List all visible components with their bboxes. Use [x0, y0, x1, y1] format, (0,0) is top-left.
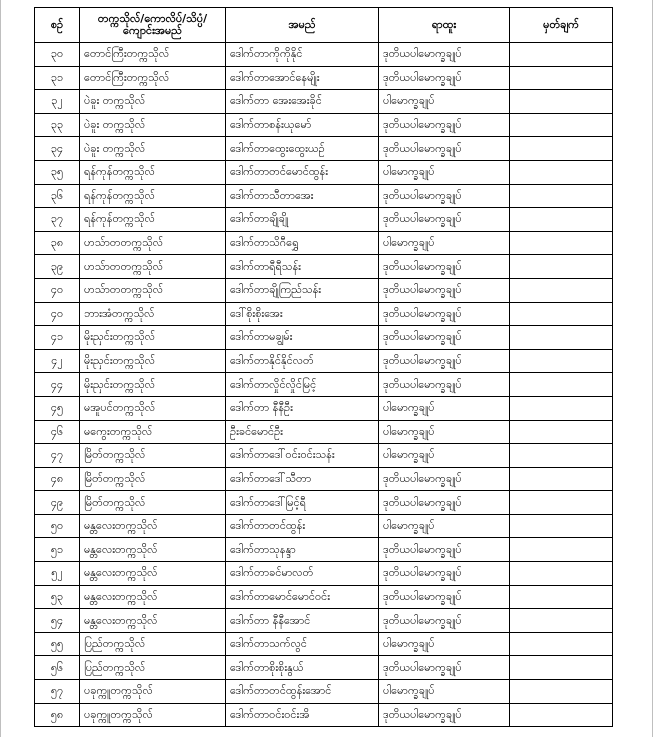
- row-name: ဒေါက်တာတင်ထွန်း: [226, 514, 379, 538]
- row-number: ၃၅: [35, 160, 80, 184]
- row-school: တောင်ကြီးတက္ကသိုလ်: [80, 66, 226, 90]
- row-school: မန္တလေးတက္ကသိုလ်: [80, 538, 226, 562]
- row-number: ၅၈: [35, 703, 80, 727]
- row-school: ပခုက္ကူတက္ကသိုလ်: [80, 703, 226, 727]
- row-remark: [510, 444, 613, 468]
- row-name: ဦးခင်မောင်ဦး: [226, 420, 379, 444]
- header-no: စဉ်: [35, 8, 80, 43]
- row-number: ၃၇: [35, 208, 80, 232]
- staff-list-sheet: [34, 7, 612, 727]
- row-number: ၅၂: [35, 562, 80, 586]
- row-position: ဒုတိယပါမောက္ခချုပ်: [379, 184, 510, 208]
- row-school: ရန်ကုန်တက္ကသိုလ်: [80, 160, 226, 184]
- row-name: ဒေါက်တာဝင်းဝင်းအိ: [226, 703, 379, 727]
- row-school: မန္တလေးတက္ကသိုလ်: [80, 514, 226, 538]
- row-remark: [510, 43, 613, 67]
- table-row: [35, 420, 613, 444]
- staff-table: [34, 7, 613, 727]
- table-row: [35, 66, 613, 90]
- row-position: ဒုတိယပါမောက္ခချုပ်: [379, 43, 510, 67]
- row-name: ဒေါက်တာ နီနီဦး: [226, 396, 379, 420]
- row-school: ဟသ်ာတတက္ကသိုလ်: [80, 278, 226, 302]
- header-name: အမည်: [226, 8, 379, 43]
- table-body: [35, 43, 613, 727]
- header-school: တက္ကသိုလ်/ကောလိပ်/သိပ္ပံ/ ကျောင်းအမည်: [80, 8, 226, 43]
- row-school: ရန်ကုန်တက္ကသိုလ်: [80, 184, 226, 208]
- table-row: [35, 208, 613, 232]
- row-number: ၄၁: [35, 326, 80, 350]
- row-remark: [510, 208, 613, 232]
- row-remark: [510, 278, 613, 302]
- table-row: [35, 609, 613, 633]
- row-school: မြိတ်တက္ကသိုလ်: [80, 491, 226, 515]
- row-school: မန္တလေးတက္ကသိုလ်: [80, 562, 226, 586]
- table-row: [35, 113, 613, 137]
- row-name: ဒေါက်တာနိုင်နိုင်လတ်: [226, 349, 379, 373]
- row-position: ဒုတိယပါမောက္ခချုပ်: [379, 585, 510, 609]
- row-school: တောင်ကြီးတက္ကသိုလ်: [80, 43, 226, 67]
- row-name: ဒေါက်တာချိုချို: [226, 208, 379, 232]
- row-name: ဒေါက်တာ အေးအေးခိုင်: [226, 90, 379, 114]
- row-number: ၃၄: [35, 137, 80, 161]
- table-row: [35, 137, 613, 161]
- row-remark: [510, 538, 613, 562]
- row-position: ပါမောက္ခချုပ်: [379, 231, 510, 255]
- row-number: ၅၃: [35, 585, 80, 609]
- row-name: ဒေါက်တာခင်မာလတ်: [226, 562, 379, 586]
- row-school: မအူပင်တက္ကသိုလ်: [80, 396, 226, 420]
- row-position: ပါမောက္ခချုပ်: [379, 444, 510, 468]
- table-row: [35, 160, 613, 184]
- row-number: ၄၀: [35, 278, 80, 302]
- row-number: ၄၉: [35, 491, 80, 515]
- row-position: ပါမောက္ခချုပ်: [379, 632, 510, 656]
- table-row: [35, 632, 613, 656]
- row-name: ဒေါက်တာသီတာအေး: [226, 184, 379, 208]
- row-position: ဒုတိယပါမောက္ခချုပ်: [379, 562, 510, 586]
- row-number: ၃၈: [35, 231, 80, 255]
- row-position: ဒုတိယပါမောက္ခချုပ်: [379, 66, 510, 90]
- row-name: ဒေါက်တာလှိုင်လှိုင်မြင့်: [226, 373, 379, 397]
- row-position: ဒုတိယပါမောက္ခချုပ်: [379, 703, 510, 727]
- row-name: ဒေါက်တာစန်းယုမော်: [226, 113, 379, 137]
- row-position: ဒုတိယပါမောက္ခချုပ်: [379, 137, 510, 161]
- row-name: ဒေါက်တာကိုကိုနိုင်: [226, 43, 379, 67]
- row-position: ပါမောက္ခချုပ်: [379, 396, 510, 420]
- row-number: ၃၉: [35, 255, 80, 279]
- row-number: ၃၁: [35, 66, 80, 90]
- header-row: [35, 8, 613, 43]
- row-number: ၄၅: [35, 396, 80, 420]
- row-number: ၃၆: [35, 184, 80, 208]
- row-remark: [510, 585, 613, 609]
- row-remark: [510, 113, 613, 137]
- row-remark: [510, 373, 613, 397]
- row-name: ဒေါက်တာအောင်နေမျိုး: [226, 66, 379, 90]
- row-name: ဒေါက်တာတင်ထွန်းအောင်: [226, 680, 379, 704]
- row-name: ဒေါက်တာ နီနီအောင်: [226, 609, 379, 633]
- table-row: [35, 278, 613, 302]
- row-position: ဒုတိယပါမောက္ခချုပ်: [379, 278, 510, 302]
- row-school: ပခုက္ကူတက္ကသိုလ်: [80, 680, 226, 704]
- row-name: ဒေါက်တာတင်မောင်ထွန်း: [226, 160, 379, 184]
- table-row: [35, 231, 613, 255]
- table-row: [35, 444, 613, 468]
- table-row: [35, 680, 613, 704]
- row-number: ၅၇: [35, 680, 80, 704]
- row-position: ဒုတိယပါမောက္ခချုပ်: [379, 113, 510, 137]
- row-school: ဟသ်ာတတက္ကသိုလ်: [80, 231, 226, 255]
- row-number: ၅၀: [35, 514, 80, 538]
- row-number: ၅၄: [35, 609, 80, 633]
- row-position: ပါမောက္ခချုပ်: [379, 680, 510, 704]
- row-school: မန္တလေးတက္ကသိုလ်: [80, 585, 226, 609]
- row-number: ၅၁: [35, 538, 80, 562]
- row-number: ၅၆: [35, 656, 80, 680]
- row-position: ဒုတိယပါမောက္ခချုပ်: [379, 373, 510, 397]
- table-row: [35, 656, 613, 680]
- row-number: ၃၂: [35, 90, 80, 114]
- row-number: ၅၅: [35, 632, 80, 656]
- row-name: ဒေါက်တာရီရီသန်း: [226, 255, 379, 279]
- row-remark: [510, 609, 613, 633]
- row-position: ဒုတိယပါမောက္ခချုပ်: [379, 656, 510, 680]
- header-remark: မှတ်ချက်: [510, 8, 613, 43]
- table-row: [35, 43, 613, 67]
- row-number: ၄၂: [35, 349, 80, 373]
- row-position: ဒုတိယပါမောက္ခချုပ်: [379, 255, 510, 279]
- row-remark: [510, 255, 613, 279]
- row-remark: [510, 349, 613, 373]
- row-remark: [510, 66, 613, 90]
- table-row: [35, 302, 613, 326]
- row-name: ဒေါက်တာသိဂီရွှေ: [226, 231, 379, 255]
- row-position: ဒုတိယပါမောက္ခချုပ်: [379, 467, 510, 491]
- row-name: ဒေါ်စိုးစိုးအေး: [226, 302, 379, 326]
- row-number: ၃၃: [35, 113, 80, 137]
- row-name: ဒေါက်တာမချွမ်း: [226, 326, 379, 350]
- row-school: မိုးညှင်းတက္ကသိုလ်: [80, 326, 226, 350]
- row-remark: [510, 396, 613, 420]
- table-row: [35, 184, 613, 208]
- row-position: ဒုတိယပါမောက္ခချုပ်: [379, 609, 510, 633]
- row-name: ဒေါက်တာသုနန္ဒာ: [226, 538, 379, 562]
- table-row: [35, 396, 613, 420]
- row-position: ပါမောက္ခချုပ်: [379, 160, 510, 184]
- row-number: ၄၄: [35, 373, 80, 397]
- row-remark: [510, 160, 613, 184]
- row-school: မြိတ်တက္ကသိုလ်: [80, 444, 226, 468]
- row-remark: [510, 467, 613, 491]
- table-row: [35, 538, 613, 562]
- row-position: ဒုတိယပါမောက္ခချုပ်: [379, 208, 510, 232]
- row-number: ၄၈: [35, 467, 80, 491]
- row-position: ပါမောက္ခချုပ်: [379, 514, 510, 538]
- row-school: ပြည်တက္ကသိုလ်: [80, 632, 226, 656]
- row-name: ဒေါက်တာစိုးစိုးနွယ်: [226, 656, 379, 680]
- row-school: မိုးညှင်းတက္ကသိုလ်: [80, 349, 226, 373]
- row-position: ပါမောက္ခချုပ်: [379, 420, 510, 444]
- left-page-edge: [0, 0, 1, 737]
- row-school: မကွေးတက္ကသိုလ်: [80, 420, 226, 444]
- row-number: ၄၆: [35, 420, 80, 444]
- table-row: [35, 255, 613, 279]
- row-name: ဒေါက်တာဒေါ်သီတာ: [226, 467, 379, 491]
- row-remark: [510, 656, 613, 680]
- row-remark: [510, 137, 613, 161]
- row-number: ၄၇: [35, 444, 80, 468]
- row-school: ပြည်တက္ကသိုလ်: [80, 656, 226, 680]
- table-row: [35, 349, 613, 373]
- row-school: ပဲခူး တက္ကသိုလ်: [80, 90, 226, 114]
- row-remark: [510, 302, 613, 326]
- row-school: မြိတ်တက္ကသိုလ်: [80, 467, 226, 491]
- row-remark: [510, 326, 613, 350]
- row-name: ဒေါက်တာဒေါ်ဝင်းဝင်းသန်း: [226, 444, 379, 468]
- row-name: ဒေါက်တာချိုကြည်သန်း: [226, 278, 379, 302]
- row-position: ဒုတိယပါမောက္ခချုပ်: [379, 491, 510, 515]
- row-remark: [510, 514, 613, 538]
- row-remark: [510, 420, 613, 444]
- row-remark: [510, 703, 613, 727]
- row-remark: [510, 680, 613, 704]
- row-position: ဒုတိယပါမောက္ခချုပ်: [379, 349, 510, 373]
- row-name: ဒေါက်တာထွေးထွေးယဉ်: [226, 137, 379, 161]
- row-school: ရန်ကုန်တက္ကသိုလ်: [80, 208, 226, 232]
- table-row: [35, 514, 613, 538]
- table-row: [35, 703, 613, 727]
- row-position: ဒုတိယပါမောက္ခချုပ်: [379, 326, 510, 350]
- row-school: ပဲခူး တက္ကသိုလ်: [80, 137, 226, 161]
- header-position: ရာထူး: [379, 8, 510, 43]
- row-name: ဒေါက်တာမောင်မောင်ဝင်း: [226, 585, 379, 609]
- row-name: ဒေါက်တာဒေါ်မြင့်ရီ: [226, 491, 379, 515]
- row-number: ၃၀: [35, 43, 80, 67]
- row-remark: [510, 491, 613, 515]
- row-position: ဒုတိယပါမောက္ခချုပ်: [379, 302, 510, 326]
- row-remark: [510, 632, 613, 656]
- row-remark: [510, 184, 613, 208]
- row-number: ၄၀: [35, 302, 80, 326]
- row-school: ပဲခူး တက္ကသိုလ်: [80, 113, 226, 137]
- table-row: [35, 585, 613, 609]
- row-school: မန္တလေးတက္ကသိုလ်: [80, 609, 226, 633]
- table-row: [35, 326, 613, 350]
- row-remark: [510, 231, 613, 255]
- row-position: ဒုတိယပါမောက္ခချုပ်: [379, 538, 510, 562]
- table-row: [35, 90, 613, 114]
- row-school: ဘားအံတက္ကသိုလ်: [80, 302, 226, 326]
- table-row: [35, 562, 613, 586]
- table-row: [35, 467, 613, 491]
- row-position: ပါမောက္ခချုပ်: [379, 90, 510, 114]
- row-remark: [510, 90, 613, 114]
- row-school: ဟသ်ာတတက္ကသိုလ်: [80, 255, 226, 279]
- row-name: ဒေါက်တာသက်လွင်: [226, 632, 379, 656]
- row-remark: [510, 562, 613, 586]
- row-school: မိုးညှင်းတက္ကသိုလ်: [80, 373, 226, 397]
- table-row: [35, 373, 613, 397]
- table-row: [35, 491, 613, 515]
